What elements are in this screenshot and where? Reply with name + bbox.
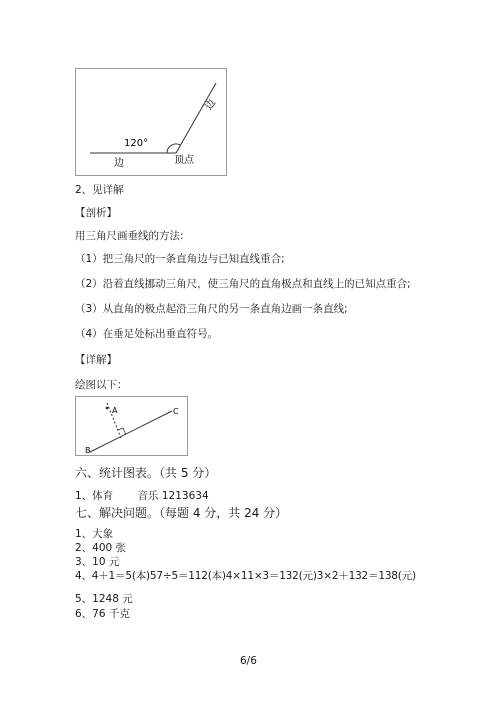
angle-upper-side [176,83,219,153]
step-4: （4）在垂足处标出垂直符号。 [75,328,219,340]
vertex-label: 顶点 [174,155,194,166]
point-a [106,407,109,410]
angle-diagram [76,69,226,175]
q2-label: 2、见详解 [75,184,124,196]
section6-answer: 1、体育 音乐 1213634 [75,490,209,502]
angle-figure [75,68,227,176]
step-2: （2）沿着直线挪动三角尺，使三角尺的直角极点和直线上的已知点重合; [75,278,411,290]
step-1: （1）把三角尺的一条直角边与已知直线重合; [75,253,285,265]
section6-title: 六、统计图表。（共 5 分） [75,466,217,480]
label-a: A [112,406,118,415]
drawing-intro: 绘图以下： [75,379,128,391]
label-b: B [85,446,91,455]
perpendicular-figure [75,396,188,456]
answer-5: 5、1248 元 [75,593,133,605]
analysis-header: 【剖析】 [75,207,117,219]
method-intro: 用三角尺画垂线的方法: [75,230,184,242]
step-3: （3）从直角的极点起沿三角尺的另一条直角边画一条直线; [75,303,348,315]
answer-1: 1、大象 [75,528,114,540]
angle-label: 120° [124,138,149,149]
label-c: C [173,407,179,416]
answer-3: 3、10 元 [75,556,120,568]
answer-6: 6、76 千克 [75,608,130,620]
bottom-side-label: 边 [114,158,124,169]
line-bc [90,411,172,452]
answer-2: 2、400 张 [75,542,127,554]
answer-4: 4、4＋1＝5(本)57÷5＝112(本)4×11×3＝132(元)3×2＋132＝138(元) [75,570,416,582]
detail-header: 【详解】 [75,354,117,366]
perpendicular-diagram [76,397,187,455]
page-number: 6/6 [240,655,257,667]
section7-title: 七、解决问题。（每题 4 分，共 24 分） [75,506,288,520]
upper-side-label: 边 [203,97,219,113]
